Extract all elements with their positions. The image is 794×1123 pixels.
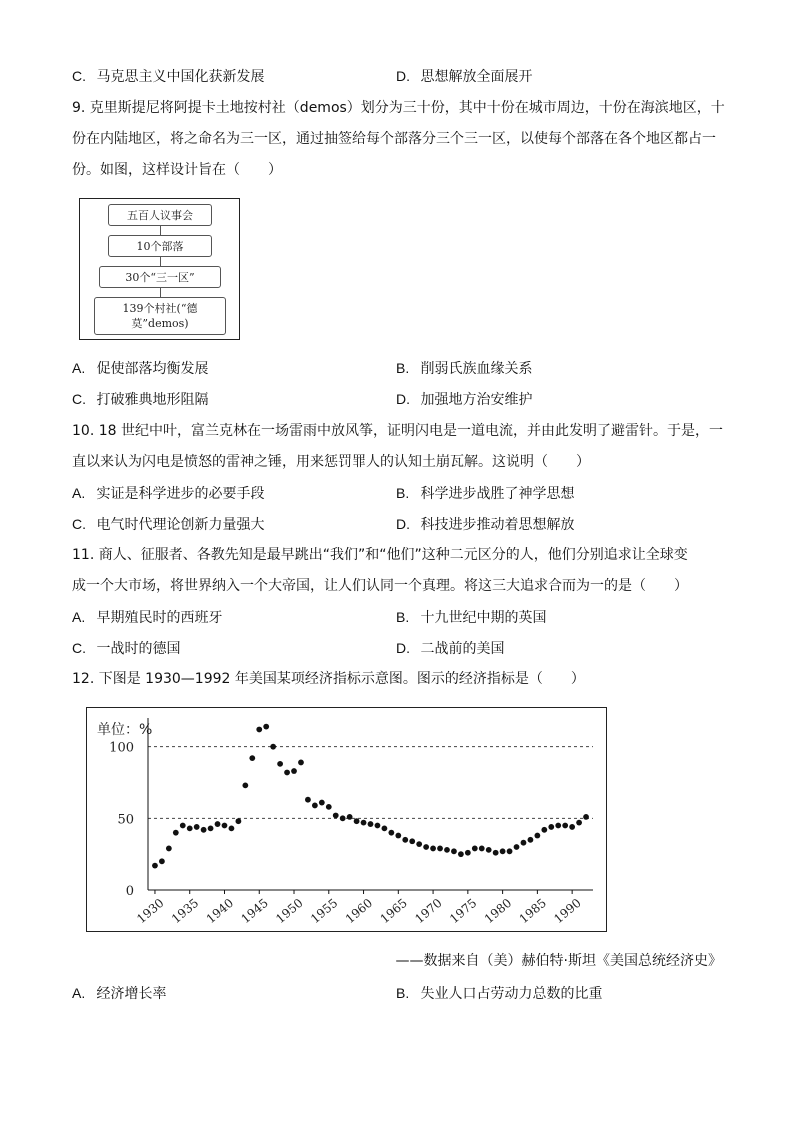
data-point	[361, 820, 367, 826]
q11-option-c	[72, 638, 180, 659]
option-text: 二战前的美国	[420, 641, 505, 657]
data-point	[423, 844, 429, 850]
option-text: 科技进步推动着思想解放	[420, 517, 575, 533]
q8-option-d	[396, 66, 532, 87]
data-point	[368, 821, 374, 827]
q9-stem-line-3: 份。如图，这样设计旨在（ ）	[72, 162, 282, 178]
q11-option-d	[396, 638, 504, 659]
diagram-connector	[160, 288, 161, 297]
x-tick-label: 1945	[238, 895, 271, 927]
y-tick-label: 100	[109, 740, 134, 756]
data-point	[555, 823, 561, 829]
option-label: B.	[396, 485, 410, 501]
data-point	[548, 824, 554, 830]
option-label: A.	[72, 985, 86, 1001]
data-point	[493, 850, 499, 856]
data-point	[388, 830, 394, 836]
data-point	[465, 850, 471, 856]
data-point	[534, 833, 540, 839]
q10-stem-line-2: 直以来认为闪电是愤怒的雷神之锤，用来惩罚罪人的认知土崩瓦解。这说明（ ）	[72, 454, 590, 470]
data-point	[270, 744, 276, 750]
data-point	[430, 846, 436, 852]
option-text: 实证是科学进步的必要手段	[96, 486, 265, 502]
option-label: D.	[396, 391, 410, 407]
data-point	[416, 841, 422, 847]
data-point	[319, 800, 325, 806]
q12-option-b	[396, 983, 602, 1004]
chart-canvas	[87, 708, 606, 931]
q12-chart	[86, 707, 607, 932]
q9-option-b	[396, 358, 532, 379]
option-label: D.	[396, 68, 410, 84]
data-point	[395, 833, 401, 839]
q10-option-b	[396, 483, 574, 504]
data-point	[437, 846, 443, 852]
q11-stem-line-2: 成一个大市场，将世界纳入一个大帝国，让人们认同一个真理。将这三大追求合而为一的是（ ）	[72, 578, 688, 594]
q9-option-c	[72, 389, 208, 410]
data-point	[541, 827, 547, 833]
data-point	[458, 851, 464, 857]
data-point	[256, 727, 262, 733]
x-tick-label: 1935	[168, 895, 202, 927]
data-point	[180, 823, 186, 829]
option-label: B.	[396, 360, 410, 376]
option-text: 马克思主义中国化获新发展	[96, 69, 265, 85]
option-text: 加强地方治安维护	[420, 392, 533, 408]
diagram-connector	[160, 257, 161, 266]
data-point	[402, 837, 408, 843]
data-point	[340, 815, 346, 821]
option-text: 促使部落均衡发展	[96, 361, 209, 377]
data-point	[312, 803, 318, 809]
diagram-box-tribes: 10个部落	[108, 235, 212, 257]
q10-stem-line-1: 10. 18 世纪中叶，富兰克林在一场雷雨中放风筝，证明闪电是一道电流，并由此发明了避雷针。于是，一	[72, 423, 723, 439]
diagram-box-demes-line-2: 莫”demos)	[131, 317, 189, 330]
q12-source-note: ——数据来自（美）赫伯特·斯坦《美国总统经济史》	[395, 953, 722, 969]
x-tick-label: 1960	[342, 895, 376, 927]
data-point	[208, 825, 214, 831]
data-point	[291, 768, 297, 774]
diagram-box-trittyes: 30个“三一区”	[99, 266, 221, 288]
data-point	[222, 823, 228, 829]
data-point	[187, 825, 193, 831]
x-tick-label: 1970	[412, 895, 445, 927]
q11-stem-line-1: 11. 商人、征服者、各教先知是最早跳出“我们”和“他们”这种二元区分的人，他们分别追求让全球变	[72, 547, 688, 563]
diagram-connector	[160, 226, 161, 235]
x-tick-label: 1930	[134, 895, 167, 927]
x-tick-label: 1955	[308, 895, 341, 927]
q9-stem-line-1: 9. 克里斯提尼将阿提卡土地按村社（demos）划分为三十份，其中十份在城市周边，十份在海滨地区，十	[72, 100, 725, 116]
data-point	[569, 824, 575, 830]
option-text: 经济增长率	[96, 986, 167, 1002]
data-point	[201, 827, 207, 833]
diagram-box-demes	[94, 297, 226, 335]
data-point	[305, 797, 311, 803]
data-point	[277, 761, 283, 767]
option-label: C.	[72, 640, 86, 656]
q11-option-a	[72, 607, 222, 628]
data-point	[451, 848, 457, 854]
option-label: D.	[396, 516, 410, 532]
data-point	[215, 821, 221, 827]
option-label: C.	[72, 391, 86, 407]
data-point	[500, 848, 506, 854]
option-text: 电气时代理论创新力量强大	[96, 517, 265, 533]
data-point	[409, 838, 415, 844]
diagram-box-council: 五百人议事会	[108, 204, 212, 226]
q10-option-d	[396, 514, 574, 535]
q9-stem-line-2: 份在内陆地区，将之命名为三一区，通过抽签给每个部落分三个三一区，以使每个部落在各个地区都占一	[72, 131, 716, 147]
option-label: A.	[72, 360, 86, 376]
q9-option-d	[396, 389, 532, 410]
data-point	[333, 813, 339, 819]
option-text: 打破雅典地形阻隔	[96, 392, 209, 408]
data-point	[284, 770, 290, 776]
data-point	[562, 823, 568, 829]
q10-option-c	[72, 514, 264, 535]
option-label: B.	[396, 985, 410, 1001]
data-point	[235, 818, 241, 824]
data-point	[229, 825, 235, 831]
data-point	[472, 846, 478, 852]
option-text: 失业人口占劳动力总数的比重	[420, 986, 603, 1002]
data-point	[514, 844, 520, 850]
q12-option-a	[72, 983, 166, 1004]
x-tick-label: 1980	[481, 895, 515, 927]
data-point	[263, 724, 269, 730]
data-point	[173, 830, 179, 836]
option-label: B.	[396, 609, 410, 625]
option-label: C.	[72, 68, 86, 84]
option-text: 早期殖民时的西班牙	[96, 610, 223, 626]
option-text: 科学进步战胜了神学思想	[420, 486, 575, 502]
option-label: D.	[396, 640, 410, 656]
option-label: A.	[72, 609, 86, 625]
data-point	[521, 840, 527, 846]
data-point	[326, 804, 332, 810]
data-point	[159, 858, 165, 864]
option-text: 思想解放全面展开	[420, 69, 533, 85]
x-tick-label: 1950	[273, 895, 306, 927]
data-point	[194, 824, 200, 830]
data-point	[507, 848, 513, 854]
data-point	[528, 837, 534, 843]
x-tick-label: 1940	[203, 895, 237, 927]
diagram-box-demes-line-1: 139个村社(“德	[122, 302, 198, 315]
option-label: A.	[72, 485, 86, 501]
x-tick-label: 1975	[447, 895, 480, 927]
option-text: 一战时的德国	[96, 641, 181, 657]
data-point	[486, 847, 492, 853]
q8-option-c	[72, 66, 264, 87]
q12-stem: 12. 下图是 1930—1992 年美国某项经济指标示意图。图示的经济指标是（ ）	[72, 671, 585, 687]
data-point	[347, 814, 353, 820]
data-point	[152, 863, 158, 869]
data-point	[166, 846, 172, 852]
option-label: C.	[72, 516, 86, 532]
x-tick-label: 1965	[377, 895, 410, 927]
y-tick-label: 0	[125, 884, 134, 899]
data-point	[375, 823, 381, 829]
data-point	[249, 755, 255, 761]
data-point	[444, 847, 450, 853]
q9-structure-diagram	[79, 198, 240, 340]
data-point	[354, 818, 360, 824]
option-text: 十九世纪中期的英国	[420, 610, 547, 626]
data-point	[298, 760, 304, 766]
data-point	[576, 820, 582, 826]
q10-option-a	[72, 483, 264, 504]
chart-unit-label: 单位：%	[97, 722, 153, 738]
option-text: 削弱氏族血缘关系	[420, 361, 533, 377]
data-point	[583, 814, 589, 820]
y-tick-label: 50	[117, 812, 134, 828]
data-point	[382, 825, 388, 831]
data-point	[242, 782, 248, 788]
x-tick-label: 1990	[551, 895, 584, 927]
q11-option-b	[396, 607, 546, 628]
q9-option-a	[72, 358, 208, 379]
x-tick-label: 1985	[516, 895, 550, 927]
data-point	[479, 846, 485, 852]
